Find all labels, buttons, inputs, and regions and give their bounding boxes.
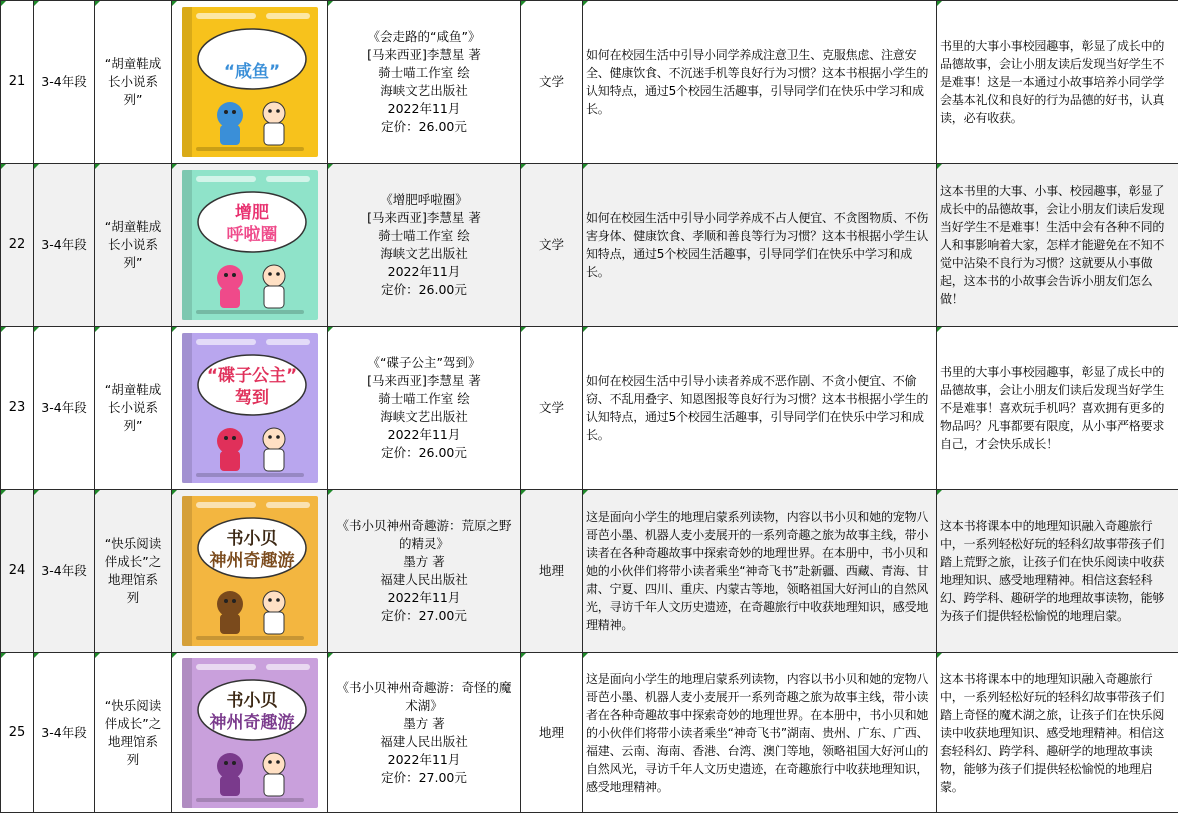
book-title: 《“碟子公主”驾到》 xyxy=(332,354,516,372)
cover-title-line1: 书小贝 xyxy=(226,528,277,549)
book-cover-image xyxy=(182,658,318,808)
cover-title-line2: 神州奇趣游 xyxy=(209,712,294,733)
row-number: 22 xyxy=(9,237,26,252)
book-illustrator: 骑士喵工作室 绘 xyxy=(332,227,516,245)
book-info-cell xyxy=(328,653,521,813)
book-date: 2022年11月 xyxy=(332,426,516,444)
grade-level: 3-4年段 xyxy=(41,400,86,415)
cover-title-line2: “咸鱼” xyxy=(223,61,279,82)
comment-marker-icon xyxy=(172,653,177,658)
book-info-cell xyxy=(328,1,521,164)
book-review: 这本书将课本中的地理知识融入奇趣旅行中，一系列轻松好玩的轻科幻故事带孩子们踏上奇怪的魔术湖之旅，让孩子们在快乐阅读中收获地理知识、感受地理精神。相信这套轻科幻、跨学科、趣研学的地理故事读物，能够为孩子们提供轻松愉悦的地理启蒙。 xyxy=(940,672,1164,794)
book-publisher: 海峡文艺出版社 xyxy=(332,82,516,100)
cover-title-line2: 驾到 xyxy=(235,387,269,408)
book-date: 2022年11月 xyxy=(332,751,516,769)
comment-marker-icon xyxy=(95,490,100,495)
grade-level: 3-4年段 xyxy=(41,74,86,89)
category: 地理 xyxy=(539,725,564,740)
series-cell xyxy=(95,327,172,490)
book-info-cell xyxy=(328,490,521,653)
category: 地理 xyxy=(539,563,564,578)
book-date: 2022年11月 xyxy=(332,100,516,118)
series-name: “快乐阅读伴成长”之地理馆系列 xyxy=(105,536,161,605)
cover-cell xyxy=(172,490,328,653)
book-cover-image xyxy=(182,170,318,320)
comment-marker-icon xyxy=(95,653,100,658)
comment-marker-icon xyxy=(521,1,526,6)
row-number: 25 xyxy=(9,725,26,740)
cover-cell xyxy=(172,1,328,164)
comment-marker-icon xyxy=(328,490,333,495)
grade-level: 3-4年段 xyxy=(41,237,86,252)
book-review: 书里的大事小事校园趣事，彰显了成长中的品德故事，会让小朋友们读后发现当好学生不是难事！喜欢玩手机吗？喜欢拥有更多的物品吗？凡事都要有限度，从小事严格要求自己，才会快乐成长！ xyxy=(940,365,1164,451)
grade-level: 3-4年段 xyxy=(41,563,86,578)
category: 文学 xyxy=(539,237,564,252)
book-review: 这本书将课本中的地理知识融入奇趣旅行中，一系列轻松好玩的轻科幻故事带孩子们踏上荒野之旅，让孩子们在快乐阅读中收获地理知识、感受地理精神。相信这套轻科幻、跨学科、趣研学的地理故事读物，能够为孩子们提供轻松愉悦的地理启蒙。 xyxy=(940,519,1164,623)
comment-marker-icon xyxy=(583,653,588,658)
comment-marker-icon xyxy=(521,653,526,658)
intro-cell xyxy=(583,490,937,653)
row-number: 24 xyxy=(9,563,26,578)
book-cover-image xyxy=(182,496,318,646)
comment-marker-icon xyxy=(1,653,6,658)
review-cell xyxy=(937,653,1178,813)
comment-marker-icon xyxy=(1,490,6,495)
book-publisher: 福建人民出版社 xyxy=(332,571,516,589)
book-author: [马来西亚]李慧星 著 xyxy=(332,46,516,64)
book-illustrator: 骑士喵工作室 绘 xyxy=(332,64,516,82)
book-intro: 如何在校园生活中引导小读者养成不恶作剧、不贪小便宜、不偷窃、不乱用叠字、知恩图报等良好行为习惯？这本书根据小学生的认知特点，通过5个校园生活趣事，引导同学们在快乐中学习和成长。 xyxy=(586,374,928,442)
cover-cell xyxy=(172,653,328,813)
table-row xyxy=(1,490,1178,653)
review-cell xyxy=(937,327,1178,490)
book-intro: 这是面向小学生的地理启蒙系列读物，内容以书小贝和她的宠物八哥芭小墨、机器人麦小麦展开一系列奇趣之旅为故事主线，带小读者在各种奇趣故事中探索奇妙的地理世界。在本册中，书小贝和她的小伙伴们将带小读者乘坐“神奇飞书”湖南、贵州、广东、广西、福建、云南、海南、香港、台湾、澳门等地，领略祖国大好河山的自然风光，寻访千年人文历史遗迹，在奇趣旅行中收获地理知识，感受地理精神。 xyxy=(586,672,928,794)
table-row xyxy=(1,164,1178,327)
row-number-cell xyxy=(1,327,34,490)
intro-cell xyxy=(583,327,937,490)
comment-marker-icon xyxy=(937,490,942,495)
comment-marker-icon xyxy=(521,490,526,495)
row-number-cell xyxy=(1,490,34,653)
table-row xyxy=(1,653,1178,813)
category-cell xyxy=(521,653,583,813)
series-name: “胡童鞋成长小说系列” xyxy=(105,219,161,270)
series-name: “胡童鞋成长小说系列” xyxy=(105,56,161,107)
row-number: 23 xyxy=(9,400,26,415)
book-intro: 如何在校园生活中引导小同学养成注意卫生、克服焦虑、注意安全、健康饮食、不沉迷手机等良好行为习惯？这本书根据小学生的认知特点，通过5个校园生活趣事，引导同学们在快乐中学习和成长。 xyxy=(586,48,928,116)
row-number-cell xyxy=(1,653,34,813)
comment-marker-icon xyxy=(583,490,588,495)
grade-cell xyxy=(34,327,95,490)
book-date: 2022年11月 xyxy=(332,263,516,281)
book-cover-image xyxy=(182,7,318,157)
book-price: 定价：26.00元 xyxy=(332,444,516,462)
comment-marker-icon xyxy=(937,1,942,6)
category-cell xyxy=(521,164,583,327)
book-date: 2022年11月 xyxy=(332,589,516,607)
book-info-cell xyxy=(328,164,521,327)
book-publisher: 海峡文艺出版社 xyxy=(332,408,516,426)
intro-cell xyxy=(583,164,937,327)
grade-cell xyxy=(34,490,95,653)
book-intro: 这是面向小学生的地理启蒙系列读物，内容以书小贝和她的宠物八哥芭小墨、机器人麦小麦展开的一系列奇趣之旅为故事主线，带小读者在各种奇趣故事中探索奇妙的地理世界。在本册中，书小贝和她的小伙伴们将带小读者乘坐“神奇飞书”赴新疆、西藏、青海、甘肃、宁夏、四川、重庆、内蒙古等地，领略祖国大好河山的自然风光，寻访千年人文历史遗迹，在奇趣旅行中收获地理知识，感受地理精神。 xyxy=(586,510,928,632)
category-cell xyxy=(521,327,583,490)
book-price: 定价：26.00元 xyxy=(332,118,516,136)
book-title: 《会走路的“咸鱼”》 xyxy=(332,28,516,46)
cover-title-line1: “碟子公主” xyxy=(206,365,296,386)
comment-marker-icon xyxy=(328,327,333,332)
category-cell xyxy=(521,1,583,164)
category-cell xyxy=(521,490,583,653)
comment-marker-icon xyxy=(1,327,6,332)
comment-marker-icon xyxy=(1,164,6,169)
table-row xyxy=(1,1,1178,164)
comment-marker-icon xyxy=(583,1,588,6)
book-price: 定价：26.00元 xyxy=(332,281,516,299)
grade-cell xyxy=(34,653,95,813)
comment-marker-icon xyxy=(583,327,588,332)
book-price: 定价：27.00元 xyxy=(332,769,516,787)
cover-title-line1: 会走路的 xyxy=(218,39,286,60)
book-author: [马来西亚]李慧星 著 xyxy=(332,372,516,390)
comment-marker-icon xyxy=(95,164,100,169)
comment-marker-icon xyxy=(521,164,526,169)
series-cell xyxy=(95,1,172,164)
book-intro: 如何在校园生活中引导小同学养成不占人便宜、不贪图物质、不伤害身体、健康饮食、孝顺和善良等行为习惯？这本书根据小学生认知特点，通过5个校园生活趣事，引导同学们在快乐中学习和成长。 xyxy=(586,211,928,279)
cover-title-line1: 增肥 xyxy=(235,202,269,223)
review-cell xyxy=(937,1,1178,164)
category: 文学 xyxy=(539,400,564,415)
cover-title-line2: 呼啦圈 xyxy=(226,224,277,245)
book-title: 《书小贝神州奇趣游：荒原之野的精灵》 xyxy=(332,517,516,553)
cover-title-line2: 神州奇趣游 xyxy=(209,550,294,571)
review-cell xyxy=(937,164,1178,327)
book-title: 《书小贝神州奇趣游：奇怪的魔术湖》 xyxy=(332,679,516,715)
row-number-cell xyxy=(1,164,34,327)
comment-marker-icon xyxy=(937,653,942,658)
intro-cell xyxy=(583,1,937,164)
row-number: 21 xyxy=(9,74,26,89)
comment-marker-icon xyxy=(328,164,333,169)
grade-level: 3-4年段 xyxy=(41,725,86,740)
cover-title-line1: 书小贝 xyxy=(226,690,277,711)
comment-marker-icon xyxy=(521,327,526,332)
comment-marker-icon xyxy=(172,327,177,332)
book-info-cell xyxy=(328,327,521,490)
grade-cell xyxy=(34,1,95,164)
book-author: 墨方 著 xyxy=(332,715,516,733)
category: 文学 xyxy=(539,74,564,89)
row-number-cell xyxy=(1,1,34,164)
cover-cell xyxy=(172,327,328,490)
book-price: 定价：27.00元 xyxy=(332,607,516,625)
comment-marker-icon xyxy=(34,653,39,658)
comment-marker-icon xyxy=(34,490,39,495)
book-publisher: 福建人民出版社 xyxy=(332,733,516,751)
series-cell xyxy=(95,653,172,813)
book-review: 书里的大事小事校园趣事，彰显了成长中的品德故事，会让小朋友读后发现当好学生不是难事！这是一本通过小故事培养小同学学会基本礼仪和良好的行为品德的好书，认真读，必有收获。 xyxy=(940,39,1164,125)
comment-marker-icon xyxy=(172,1,177,6)
comment-marker-icon xyxy=(937,164,942,169)
series-cell xyxy=(95,164,172,327)
comment-marker-icon xyxy=(34,327,39,332)
book-author: 墨方 著 xyxy=(332,553,516,571)
intro-cell xyxy=(583,653,937,813)
table-row xyxy=(1,327,1178,490)
comment-marker-icon xyxy=(172,164,177,169)
comment-marker-icon xyxy=(172,490,177,495)
comment-marker-icon xyxy=(328,1,333,6)
book-illustrator: 骑士喵工作室 绘 xyxy=(332,390,516,408)
comment-marker-icon xyxy=(583,164,588,169)
comment-marker-icon xyxy=(328,653,333,658)
book-review: 这本书里的大事、小事、校园趣事，彰显了成长中的品德故事，会让小朋友们读后发现当好学生不是难事！生活中会有各种不同的人和事影响着大家，怎样才能避免在不知不觉中沾染不良行为习惯？这就要从小事做起，这本书的小故事会告诉小朋友们怎么做！ xyxy=(940,184,1164,306)
cover-cell xyxy=(172,164,328,327)
book-author: [马来西亚]李慧星 著 xyxy=(332,209,516,227)
comment-marker-icon xyxy=(34,1,39,6)
series-name: “胡童鞋成长小说系列” xyxy=(105,382,161,433)
comment-marker-icon xyxy=(95,327,100,332)
review-cell xyxy=(937,490,1178,653)
comment-marker-icon xyxy=(937,327,942,332)
book-publisher: 海峡文艺出版社 xyxy=(332,245,516,263)
series-cell xyxy=(95,490,172,653)
comment-marker-icon xyxy=(95,1,100,6)
comment-marker-icon xyxy=(34,164,39,169)
grade-cell xyxy=(34,164,95,327)
series-name: “快乐阅读伴成长”之地理馆系列 xyxy=(105,698,161,767)
comment-marker-icon xyxy=(1,1,6,6)
book-cover-image xyxy=(182,333,318,483)
book-title: 《增肥呼啦圈》 xyxy=(332,191,516,209)
